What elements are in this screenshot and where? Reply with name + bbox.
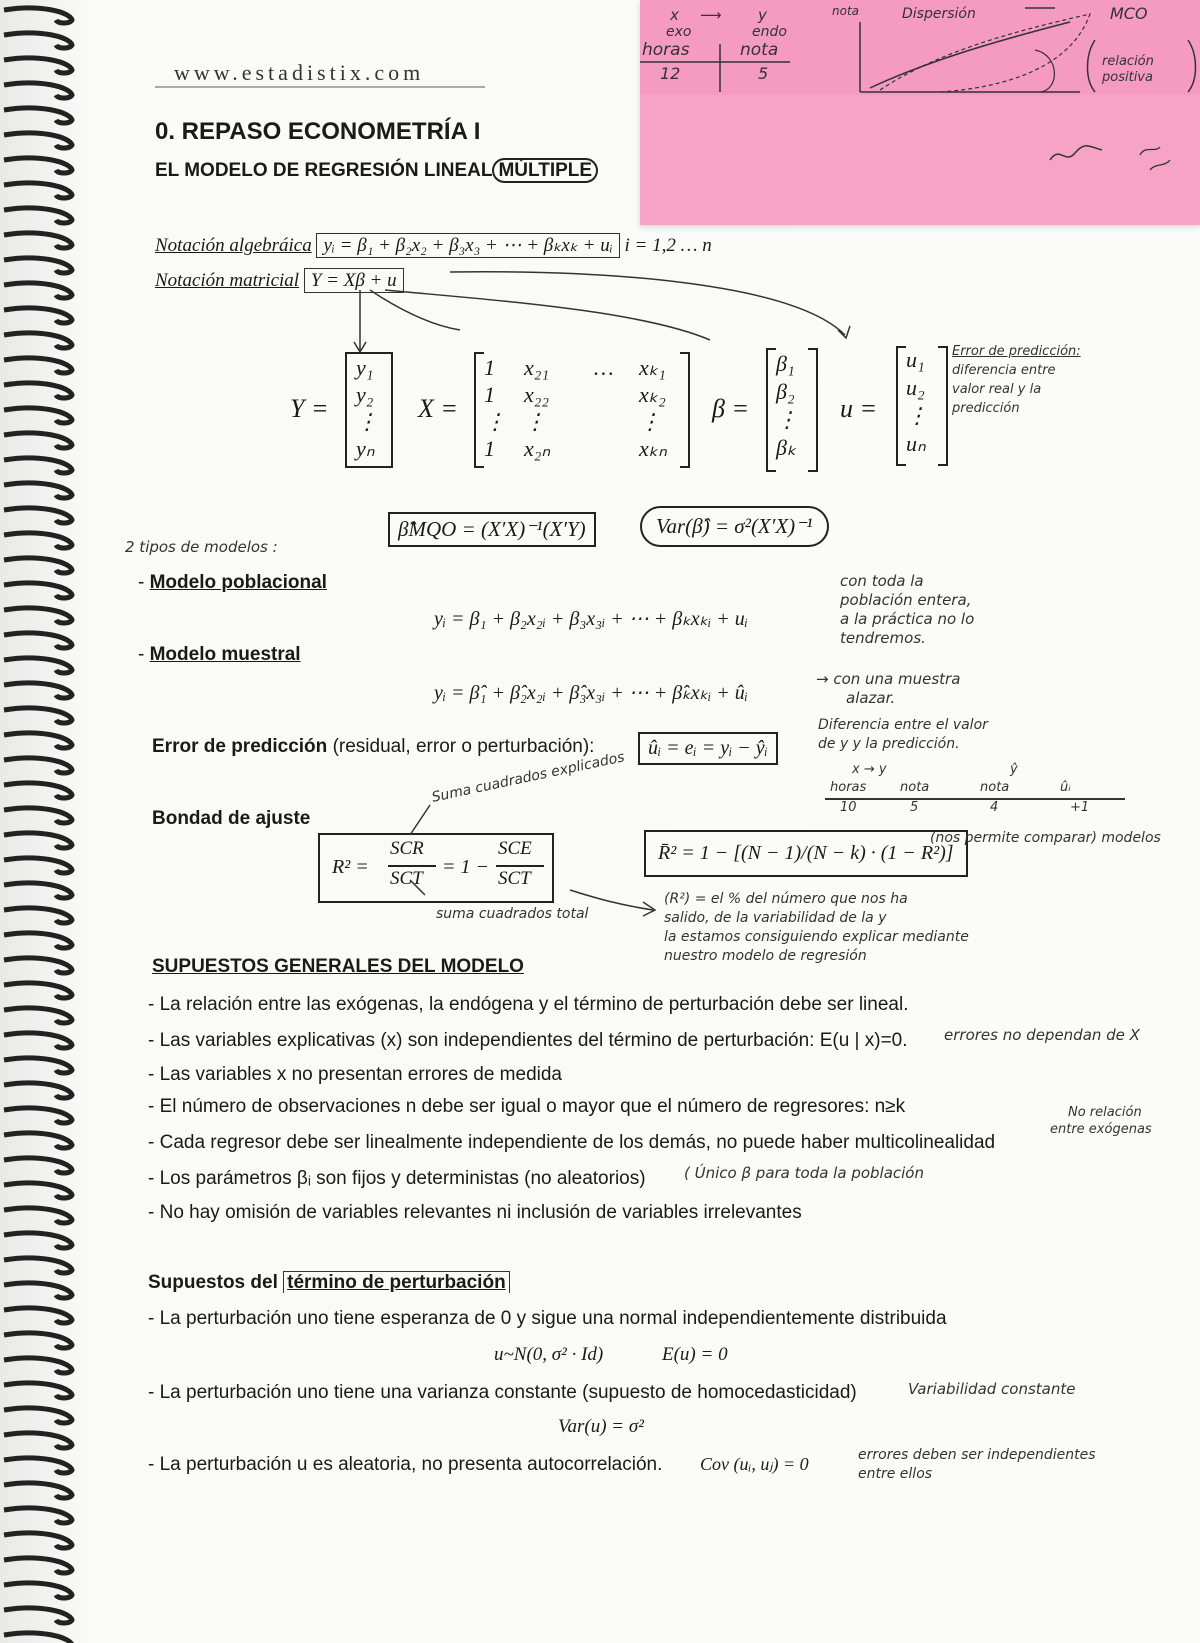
spiral-ring <box>4 233 72 248</box>
supuesto-2: - Las variables explicativas (x) son independientes del término de perturbación: E(u | x)=0. <box>148 1030 908 1051</box>
site-url: www.estadistix.com <box>174 60 425 85</box>
spiral-ring <box>4 858 72 873</box>
note-sct: suma cuadrados total <box>436 906 589 922</box>
modelo-poblacional: - Modelo poblacional <box>138 572 327 593</box>
spiral-ring <box>4 8 72 23</box>
r2-den1: SCT <box>390 868 423 889</box>
perturb-3: - La perturbación u es aleatoria, no presenta autocorrelación. <box>148 1454 663 1475</box>
spiral-ring <box>4 1383 72 1398</box>
table-note-head-yhat: ŷ <box>1010 762 1018 777</box>
subtitle-prefix: EL MODELO DE REGRESIÓN LINEAL <box>155 160 493 181</box>
spiral-ring <box>4 608 72 623</box>
spiral-ring <box>4 1008 72 1023</box>
error-prediccion <box>152 736 594 758</box>
spiral-ring <box>4 1183 72 1198</box>
spiral-ring <box>4 783 72 798</box>
spiral-ring <box>4 583 72 598</box>
modelo-poblacional-label: Modelo poblacional <box>149 572 327 593</box>
matrix-x-bracket-right <box>680 352 690 468</box>
spiral-ring <box>4 1633 72 1643</box>
notacion-mat-label: Notación matricial <box>155 270 300 291</box>
notation-arrows <box>340 270 900 360</box>
modelo-muestral-formula: yᵢ = β̂₁ + β̂₂x₂ᵢ + β̂₃x₃ᵢ + ⋯ + β̂ₖxₖᵢ + ûᵢ <box>434 682 748 704</box>
spiral-ring <box>4 1583 72 1598</box>
spiral-ring <box>4 1333 72 1348</box>
spiral-ring <box>4 1108 72 1123</box>
perturb-formula-1b: E(u) = 0 <box>662 1344 728 1365</box>
note-supuesto-5: No relación entre exógenas <box>1050 1105 1152 1137</box>
matrix-u: u₁ u₂ ⋮ uₙ <box>906 347 928 456</box>
sticky-horas: horas <box>642 40 690 60</box>
spiral-ring <box>4 183 72 198</box>
table-note-row1: horas nota nota ûᵢ <box>830 780 1071 795</box>
error-pred-formula: ûᵢ = eᵢ = yᵢ − ŷᵢ <box>638 732 778 765</box>
spiral-ring <box>4 658 72 673</box>
matrix-u-label: u = <box>840 394 878 423</box>
spiral-ring <box>4 158 72 173</box>
matrix-x-bracket-left <box>474 352 484 468</box>
perturb-formula-2: Var(u) = σ² <box>558 1416 644 1437</box>
note-r2adj: (nos permite comparar) modelos <box>930 830 1161 846</box>
site-underline <box>155 86 485 88</box>
spiral-ring <box>4 508 72 523</box>
spiral-ring <box>4 108 72 123</box>
notacion-mat-formula: Y = Xβ + u <box>304 268 404 293</box>
spiral-ring <box>4 483 72 498</box>
spiral-ring <box>4 733 72 748</box>
spiral-ring <box>4 333 72 348</box>
notacion-algebraica <box>155 234 712 257</box>
spiral-ring <box>4 1408 72 1423</box>
r2-arrows <box>405 780 665 930</box>
error-pred-paren: (residual, error o perturbación): <box>332 736 595 757</box>
spiral-ring <box>4 1233 72 1248</box>
matrix-u-bracket-left <box>896 346 906 466</box>
perturb-title-prefix: Supuestos del <box>148 1272 278 1293</box>
modelo-poblacional-formula: yᵢ = β₁ + β₂x₂ᵢ + β₃x₃ᵢ + ⋯ + βₖxₖᵢ + uᵢ <box>434 608 748 630</box>
spiral-ring <box>4 533 72 548</box>
spiral-ring <box>4 883 72 898</box>
spiral-ring <box>4 1133 72 1148</box>
spiral-ring <box>4 983 72 998</box>
spiral-ring <box>4 408 72 423</box>
spiral-ring <box>4 1508 72 1523</box>
matrix-beta-bracket-right <box>808 348 818 472</box>
spiral-ring <box>4 1558 72 1573</box>
spiral-ring <box>4 133 72 148</box>
spiral-ring <box>4 283 72 298</box>
spiral-ring <box>4 683 72 698</box>
page-title: 0. REPASO ECONOMETRÍA I <box>155 118 481 145</box>
perturb-2: - La perturbación uno tiene una varianza constante (supuesto de homocedasticidad) <box>148 1382 857 1403</box>
sticky-scribble <box>1040 125 1190 185</box>
note-poblacional: con toda la población entera, a la práctica no lo tendremos. <box>840 572 975 647</box>
note-tipos-modelos: 2 tipos de modelos : <box>125 538 278 556</box>
sticky-nota-axis: nota <box>832 4 860 18</box>
note-muestral: → con una muestra alazar. <box>816 670 961 707</box>
matrix-beta-bracket-left <box>766 348 776 472</box>
spiral-ring <box>4 558 72 573</box>
matrix-y-bracket-right <box>383 352 393 468</box>
sticky-x-head: x <box>670 6 679 24</box>
spiral-ring <box>4 1483 72 1498</box>
spiral-ring <box>4 1608 72 1623</box>
sticky-v1: 12 <box>660 64 681 83</box>
supuesto-4: - El número de observaciones n debe ser igual o mayor que el número de regresores: n≥k <box>148 1096 906 1117</box>
matrix-y-label: Y = <box>290 394 329 423</box>
sticky-endo: endo <box>752 24 787 40</box>
spiral-ring <box>4 1208 72 1223</box>
spiral-ring <box>4 758 72 773</box>
note-homo: Variabilidad constante <box>908 1380 1076 1398</box>
notacion-alg-formula: yᵢ = β₁ + β₂x₂ + β₃x₃ + ⋯ + βₖxₖ + uᵢ <box>316 233 619 258</box>
note-supuesto-2: errores no dependan de X <box>944 1026 1140 1044</box>
spiral-ring <box>4 433 72 448</box>
matrix-y: y₁ y₂ ⋮ yₙ <box>356 355 378 461</box>
r2-den2: SCT <box>498 868 531 889</box>
spiral-ring <box>4 933 72 948</box>
spiral-ring <box>4 1158 72 1173</box>
table-note-head-xy: x → y <box>852 762 887 777</box>
var-beta-formula: Var(β̂) = σ²(X′X)⁻¹ <box>640 506 829 547</box>
spiral-ring <box>4 1308 72 1323</box>
supuesto-5: - Cada regresor debe ser linealmente independiente de los demás, no puede haber multicolinealidad <box>148 1132 996 1153</box>
perturb-formula-3: Cov (uᵢ, uⱼ) = 0 <box>700 1454 809 1474</box>
spiral-ring <box>4 958 72 973</box>
note-auto: errores deben ser independientes entre ellos <box>858 1447 1096 1482</box>
modelo-muestral-label: Modelo muestral <box>149 644 301 665</box>
note-r2: (R²) = el % del número que nos ha salido, de la variabilidad de la y la estamos consiguiendo explicar mediante nuestro modelo de regresión <box>664 891 969 964</box>
note-error-prediccion: Error de predicción: diferencia entre valor real y la predicción <box>952 344 1081 416</box>
sticky-y-head: y <box>758 6 767 24</box>
bondad-label: Bondad de ajuste <box>152 808 311 829</box>
perturb-formula-1: u~N(0, σ² · Id) <box>494 1344 604 1365</box>
spiral-ring <box>4 908 72 923</box>
spiral-ring <box>4 33 72 48</box>
spiral-ring <box>4 308 72 323</box>
spiral-ring <box>4 358 72 373</box>
supuestos-title: SUPUESTOS GENERALES DEL MODELO <box>152 956 524 977</box>
sticky-relacion-1: relación <box>1102 54 1154 69</box>
page-subtitle <box>155 160 598 182</box>
spiral-ring <box>4 208 72 223</box>
sticky-relacion-2: positiva <box>1102 70 1153 85</box>
sticky-note: x ⟶ y exo endo horas nota 12 5 nota Dispersión MCO relación positiva <box>640 0 1200 225</box>
sticky-nota: nota <box>740 40 779 60</box>
spiral-ring <box>4 1033 72 1048</box>
notacion-alg-index: i = 1,2 … n <box>624 235 712 256</box>
notacion-alg-label: Notación algebráica <box>155 235 312 256</box>
spiral-ring <box>4 1283 72 1298</box>
matrix-u-bracket-right <box>938 346 948 466</box>
spiral-ring <box>4 1433 72 1448</box>
spiral-ring <box>4 458 72 473</box>
spiral-binding <box>0 0 90 1643</box>
perturb-title <box>148 1272 510 1294</box>
r2-num1: SCR <box>390 838 424 859</box>
spiral-ring <box>4 1058 72 1073</box>
sticky-dispersion: Dispersión <box>902 6 976 22</box>
matrix-x: 1 x₂₁ … xₖ₁ 1 x₂₂ xₖ₂ ⋮ ⋮ ⋮ 1 x₂ₙ xₖₙ <box>484 355 667 461</box>
table-note-row2: 10 5 4 +1 <box>840 800 1090 815</box>
spiral-ring <box>4 58 72 73</box>
supuesto-7: - No hay omisión de variables relevantes ni inclusión de variables irrelevantes <box>148 1202 802 1223</box>
spiral-ring <box>4 83 72 98</box>
spiral-ring <box>4 1083 72 1098</box>
beta-mco-formula: β̂MQO = (X′X)⁻¹(X′Y) <box>388 512 596 547</box>
spiral-ring <box>4 1358 72 1373</box>
note-supuesto-6: ( Único β para toda la población <box>684 1164 924 1182</box>
spiral-ring <box>4 383 72 398</box>
matrix-beta-label: β = <box>712 394 749 423</box>
r2-mid: = 1 − <box>442 856 489 878</box>
spiral-ring <box>4 833 72 848</box>
sticky-v2: 5 <box>758 64 769 83</box>
r2-left: R² = <box>332 856 369 878</box>
spiral-ring <box>4 1458 72 1473</box>
matrix-x-label: X = <box>418 394 458 423</box>
perturb-1: - La perturbación uno tiene esperanza de 0 y sigue una normal independientemente distribuida <box>148 1308 947 1329</box>
spiral-ring <box>4 258 72 273</box>
note-error-pred: Diferencia entre el valor de y y la predicción. <box>818 717 988 752</box>
spiral-ring <box>4 1258 72 1273</box>
supuesto-1: - La relación entre las exógenas, la endógena y el término de perturbación debe ser lineal. <box>148 994 909 1015</box>
spiral-ring <box>4 1533 72 1548</box>
supuesto-6: - Los parámetros βᵢ son fijos y deterministas (no aleatorios) <box>148 1168 646 1189</box>
error-pred-label: Error de predicción <box>152 736 328 757</box>
subtitle-circled: MÚLTIPLE <box>492 158 598 183</box>
spiral-ring <box>4 708 72 723</box>
supuesto-3: - Las variables x no presentan errores de medida <box>148 1064 563 1085</box>
r2-num2: SCE <box>498 838 532 859</box>
note-sce: Suma cuadrados explicados <box>430 749 626 806</box>
spiral-ring <box>4 808 72 823</box>
sticky-exo: exo <box>666 24 692 40</box>
sticky-mco: MCO <box>1110 4 1148 23</box>
modelo-muestral: - Modelo muestral <box>138 644 301 665</box>
perturb-title-boxed: término de perturbación <box>283 1271 510 1293</box>
matrix-beta: β₁ β₂ ⋮ βₖ <box>776 351 798 460</box>
r2adj-formula: R̄² = 1 − [(N − 1)/(N − k) · (1 − R²)] <box>644 830 968 877</box>
spiral-ring <box>4 633 72 648</box>
